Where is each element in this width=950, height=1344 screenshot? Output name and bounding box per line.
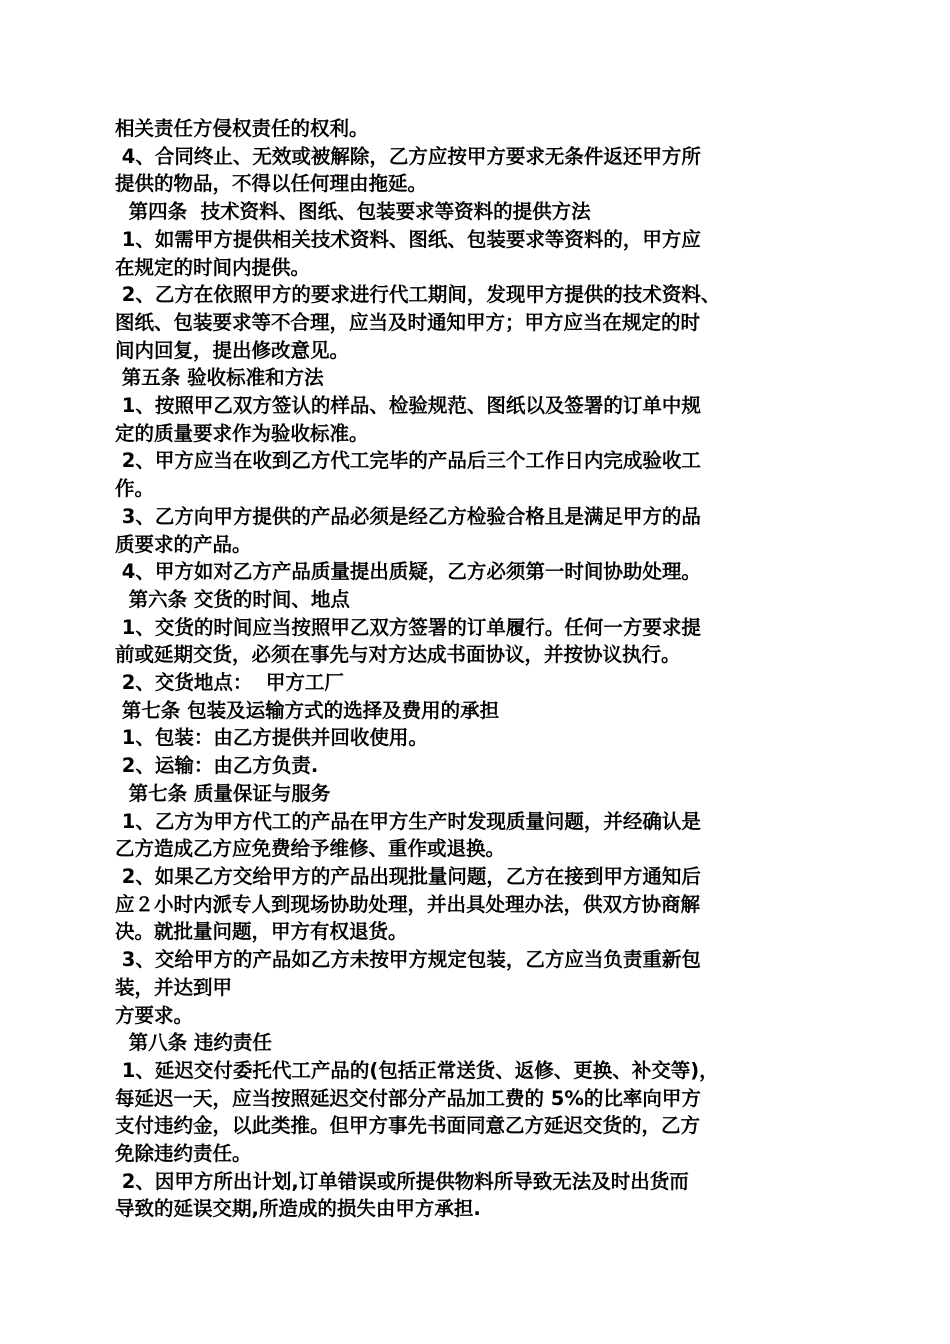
text-line: 导致的延误交期,所造成的损失由甲方承担. <box>115 1197 481 1221</box>
text-line: 应２小时内派专人到现场协助处理，并出具处理办法，供双方协商解 <box>115 892 701 916</box>
text-line: 定的质量要求作为验收标准。 <box>115 421 369 445</box>
text-line: 2、运输：由乙方负责. <box>115 754 319 778</box>
text-line: 支付违约金，以此类推。但甲方事先书面同意乙方延迟交货的，乙方 <box>115 1114 701 1138</box>
text-line: 装，并达到甲 <box>115 975 233 999</box>
text-line: 免除违约责任。 <box>115 1142 252 1166</box>
text-line: 1、包装：由乙方提供并回收使用。 <box>115 726 428 750</box>
text-line: 4、合同终止、无效或被解除，乙方应按甲方要求无条件返还甲方所 <box>115 144 701 168</box>
text-line: 2、因甲方所出计划,订单错误或所提供物料所导致无法及时出货而 <box>115 1169 689 1193</box>
text-line: 间内回复，提出修改意见。 <box>115 338 350 362</box>
text-line: 2、乙方在依照甲方的要求进行代工期间，发现甲方提供的技术资料、 <box>115 283 721 307</box>
text-line: 每延迟一天，应当按照延迟交付部分产品加工费的 5%的比率向甲方 <box>115 1086 701 1110</box>
section-heading: 第七条 质量保证与服务 <box>115 781 331 805</box>
text-line: 1、交货的时间应当按照甲乙双方签署的订单履行。任何一方要求提 <box>115 615 701 639</box>
text-line: 1、如需甲方提供相关技术资料、图纸、包装要求等资料的，甲方应 <box>115 227 701 251</box>
section-heading: 第六条 交货的时间、地点 <box>115 587 350 611</box>
text-line: 质要求的产品。 <box>115 532 252 556</box>
text-line: 相关责任方侵权责任的权利。 <box>115 117 369 140</box>
text-line: 2、交货地点： 甲方工厂 <box>115 671 344 695</box>
text-line: 在规定的时间内提供。 <box>115 255 311 279</box>
section-heading: 第八条 违约责任 <box>115 1031 272 1055</box>
text-line: 方要求。 <box>115 1003 194 1027</box>
contract-text <box>115 115 850 1223</box>
text-line: 2、甲方应当在收到乙方代工完毕的产品后三个工作日内完成验收工 <box>115 449 701 473</box>
text-line: 决。就批量问题，甲方有权退货。 <box>115 920 408 944</box>
text-line: 提供的物品，不得以任何理由拖延。 <box>115 172 428 196</box>
section-heading: 第七条 包装及运输方式的选择及费用的承担 <box>115 698 500 722</box>
text-line: 1、乙方为甲方代工的产品在甲方生产时发现质量问题，并经确认是 <box>115 809 701 833</box>
text-line: 3、交给甲方的产品如乙方未按甲方规定包装，乙方应当负责重新包 <box>115 948 701 972</box>
section-heading: 第五条 验收标准和方法 <box>115 366 324 390</box>
text-line: 4、甲方如对乙方产品质量提出质疑，乙方必须第一时间协助处理。 <box>115 560 701 584</box>
section-heading: 第四条 技术资料、图纸、包装要求等资料的提供方法 <box>115 200 591 224</box>
text-line: 1、按照甲乙双方签认的样品、检验规范、图纸以及签署的订单中规 <box>115 394 701 418</box>
text-line: 图纸、包装要求等不合理，应当及时通知甲方；甲方应当在规定的时 <box>115 310 701 334</box>
text-line: 乙方造成乙方应免费给予维修、重作或退换。 <box>115 837 506 861</box>
text-line: 3、乙方向甲方提供的产品必须是经乙方检验合格且是满足甲方的品 <box>115 504 701 528</box>
text-line: 1、延迟交付委托代工产品的(包括正常送货、返修、更换、补交等)， <box>115 1058 719 1082</box>
text-line: 作。 <box>115 477 155 501</box>
text-line: 前或延期交货，必须在事先与对方达成书面协议，并按协议执行。 <box>115 643 681 667</box>
text-line: 2、如果乙方交给甲方的产品出现批量问题，乙方在接到甲方通知后 <box>115 864 701 888</box>
